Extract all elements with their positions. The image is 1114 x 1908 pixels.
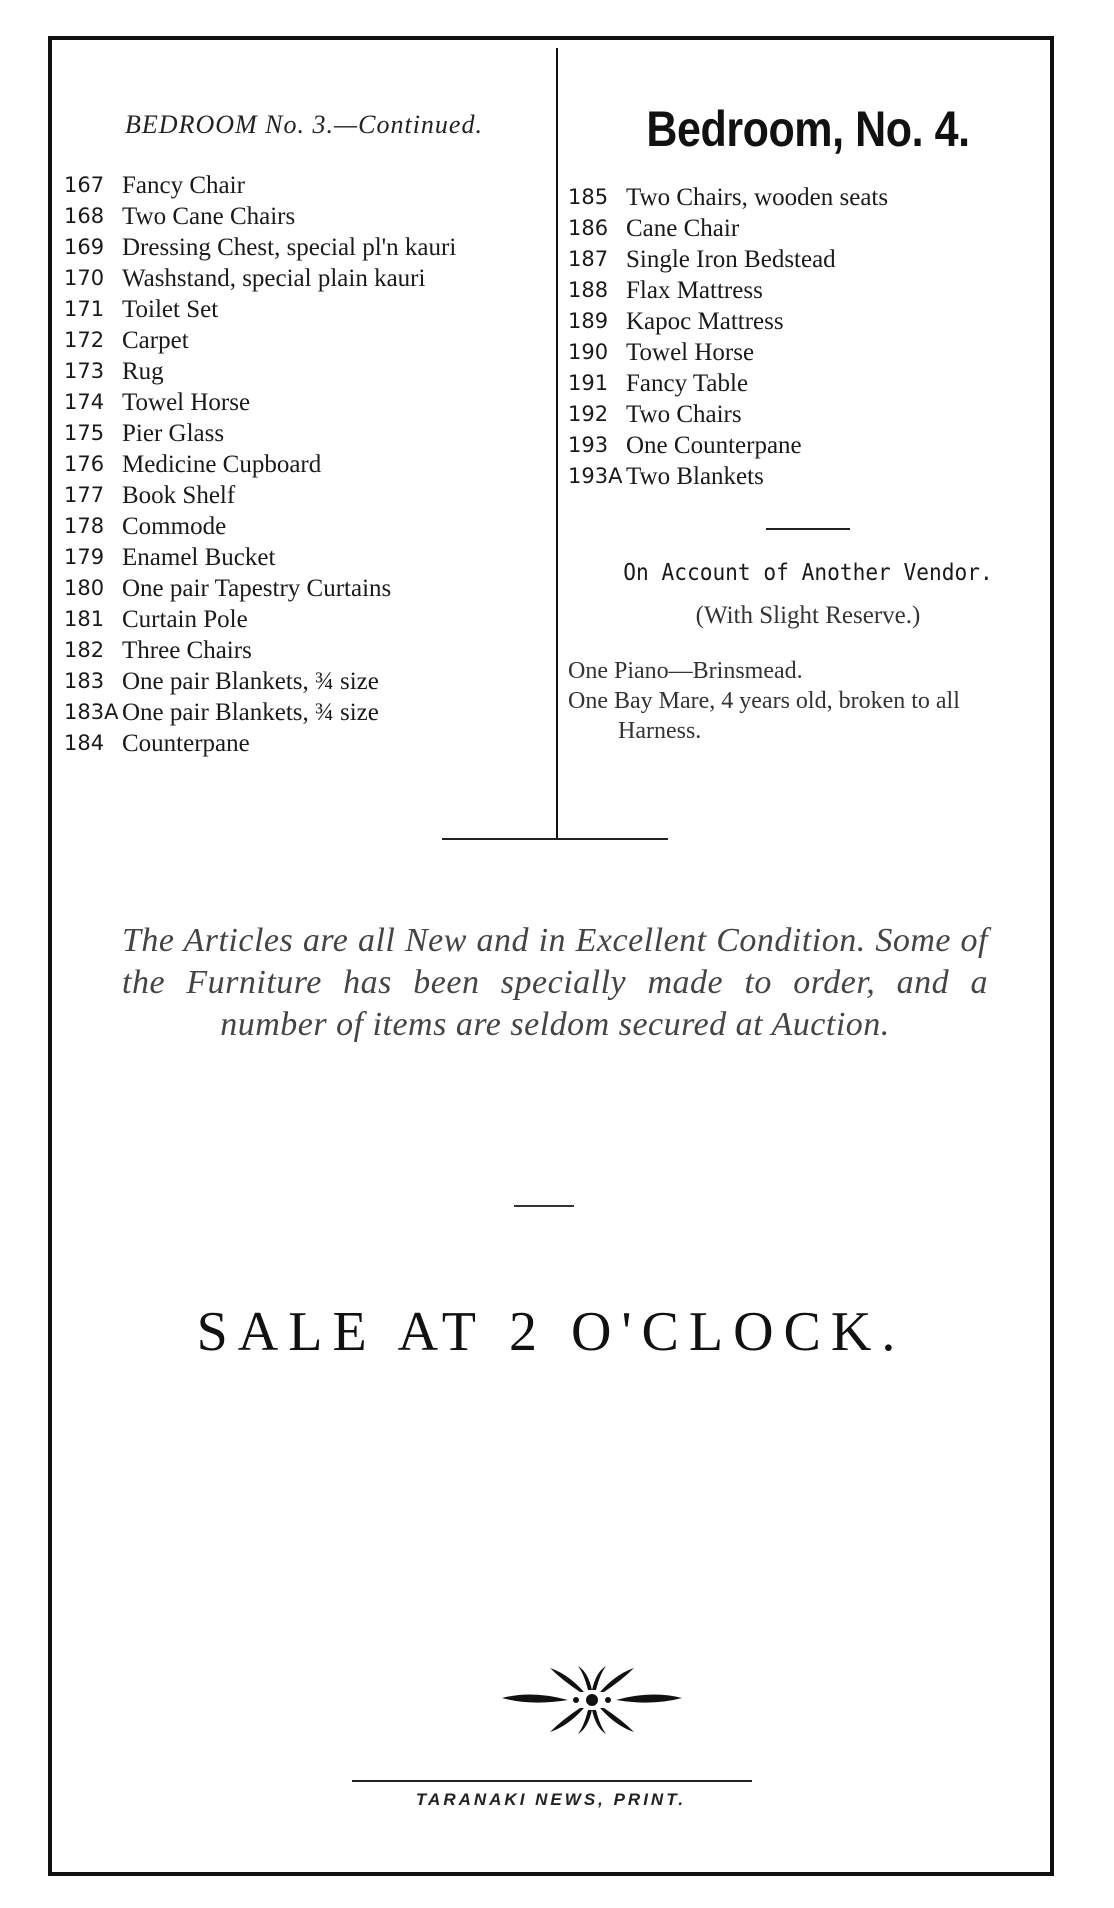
item-description: One Counterpane (626, 432, 802, 459)
list-item (568, 275, 1048, 306)
list-item (64, 170, 544, 201)
left-column (64, 100, 544, 759)
sale-time-heading: SALE AT 2 O'CLOCK. (196, 1301, 906, 1363)
item-number: 183A (64, 700, 119, 724)
item-number: 178 (64, 514, 105, 538)
item-number: 173 (64, 359, 105, 383)
item-description: Two Chairs (626, 401, 742, 428)
item-number: 183 (64, 669, 105, 693)
item-number: 180 (64, 576, 105, 600)
short-divider (514, 1205, 574, 1207)
list-item (64, 356, 544, 387)
footer-divider (352, 1780, 752, 1782)
printer-credit: TARANAKI NEWS, PRINT. (415, 1790, 687, 1809)
list-item (64, 697, 544, 728)
item-description: Rug (122, 358, 164, 385)
item-description: Fancy Table (626, 370, 749, 397)
item-description: Dressing Chest, special pl'n kauri (122, 234, 457, 261)
item-description: Curtain Pole (122, 606, 248, 633)
horizontal-divider (442, 838, 668, 840)
list-item (568, 244, 1048, 275)
list-item (64, 635, 544, 666)
list-item (64, 542, 544, 573)
list-item (64, 263, 544, 294)
ornament-icon (492, 1660, 692, 1740)
list-item (64, 201, 544, 232)
item-number: 168 (64, 204, 105, 228)
list-item (568, 337, 1048, 368)
vendor-item: One Piano—Brinsmead. (568, 657, 803, 684)
item-description: Flax Mattress (626, 277, 763, 304)
list-item (568, 368, 1048, 399)
item-description: Towel Horse (626, 339, 755, 366)
item-number: 186 (568, 216, 609, 240)
item-number: 190 (568, 340, 609, 364)
item-description: Two Cane Chairs (122, 203, 296, 230)
item-number: 176 (64, 452, 105, 476)
list-item (64, 728, 544, 759)
item-description: Book Shelf (122, 482, 236, 509)
list-item (64, 573, 544, 604)
item-description: Carpet (122, 327, 189, 354)
item-number: 192 (568, 402, 609, 426)
item-number: 187 (568, 247, 609, 271)
section-divider (766, 528, 850, 530)
item-description: Toilet Set (122, 296, 219, 323)
list-item (568, 461, 1048, 492)
list-item (64, 232, 544, 263)
item-number: 174 (64, 390, 105, 414)
vendor-subheading: (With Slight Reserve.) (695, 601, 921, 629)
condition-notice: The Articles are all New and in Excellent Condition. Some of the Furniture has been specially made to order, and a number of items are seldom secured at Auction. (122, 922, 988, 1043)
item-description: Fancy Chair (122, 172, 245, 199)
item-number: 170 (64, 266, 105, 290)
list-item (64, 449, 544, 480)
item-description: Two Chairs, wooden seats (626, 184, 889, 211)
item-number: 193A (568, 464, 623, 488)
item-description: Two Blankets (626, 463, 764, 490)
item-description: Enamel Bucket (122, 544, 276, 571)
list-item (64, 418, 544, 449)
vendor-item: One Bay Mare, 4 years old, broken to all Harness. (568, 687, 960, 744)
list-item (64, 480, 544, 511)
list-item (568, 430, 1048, 461)
list-item (64, 387, 544, 418)
list-item (568, 182, 1048, 213)
item-number: 189 (568, 309, 609, 333)
list-item (64, 325, 544, 356)
page-border (48, 36, 1054, 1876)
left-column-heading: BEDROOM No. 3.—Continued. (125, 110, 483, 139)
list-item (568, 306, 1048, 337)
right-column (568, 100, 1048, 746)
item-number: 193 (568, 433, 609, 457)
item-description: Medicine Cupboard (122, 451, 322, 478)
item-number: 191 (568, 371, 609, 395)
list-item (568, 399, 1048, 430)
item-number: 175 (64, 421, 105, 445)
item-number: 185 (568, 185, 609, 209)
item-description: Counterpane (122, 730, 250, 757)
item-number: 182 (64, 638, 105, 662)
left-item-list (64, 170, 544, 759)
item-description: One pair Blankets, ¾ size (122, 668, 379, 695)
item-description: Kapoc Mattress (626, 308, 784, 335)
item-description: Commode (122, 513, 227, 540)
item-description: Pier Glass (122, 420, 225, 447)
item-number: 169 (64, 235, 105, 259)
list-item (64, 511, 544, 542)
item-number: 171 (64, 297, 105, 321)
item-description: Towel Horse (122, 389, 251, 416)
item-description: Washstand, special plain kauri (122, 265, 426, 292)
item-number: 188 (568, 278, 609, 302)
item-description: One pair Tapestry Curtains (122, 575, 392, 602)
right-column-heading: Bedroom, No. 4. (646, 101, 970, 157)
column-divider (556, 48, 558, 838)
item-description: Three Chairs (122, 637, 252, 664)
list-item (568, 213, 1048, 244)
item-number: 177 (64, 483, 105, 507)
item-number: 181 (64, 607, 105, 631)
item-description: One pair Blankets, ¾ size (122, 699, 379, 726)
item-number: 172 (64, 328, 105, 352)
list-item (64, 294, 544, 325)
item-number: 179 (64, 545, 105, 569)
item-description: Single Iron Bedstead (626, 246, 836, 273)
right-item-list (568, 182, 1048, 492)
item-description: Cane Chair (626, 215, 740, 242)
list-item (64, 666, 544, 697)
item-number: 167 (64, 173, 105, 197)
item-number: 184 (64, 731, 105, 755)
list-item (64, 604, 544, 635)
vendor-heading: On Account of Another Vendor. (623, 559, 993, 586)
